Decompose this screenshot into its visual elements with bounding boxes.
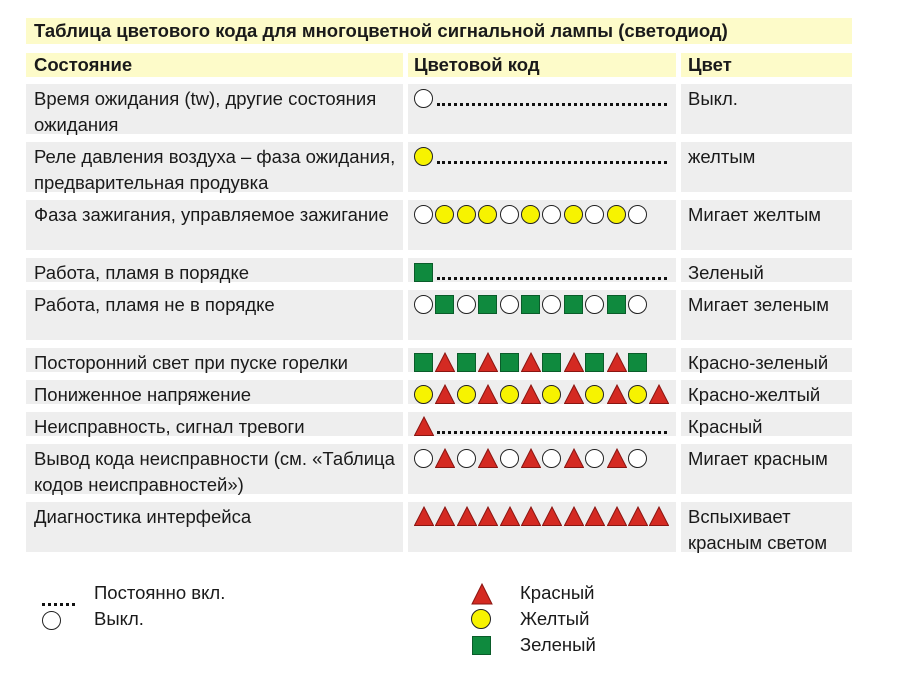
color-cell bbox=[681, 412, 852, 436]
state-text: Фаза зажигания, управляемое зажигание bbox=[34, 204, 389, 225]
green-square-icon bbox=[585, 353, 604, 372]
state-cell bbox=[26, 290, 403, 340]
code-cell bbox=[408, 348, 676, 372]
color-text: Мигает зеленым bbox=[688, 294, 829, 315]
red-triangle-icon bbox=[564, 352, 584, 372]
red-triangle-icon bbox=[585, 506, 605, 526]
off-circle-icon bbox=[457, 295, 476, 314]
off-circle-icon bbox=[500, 205, 519, 224]
legend-red-label: Красный bbox=[520, 582, 595, 603]
yellow-circle-icon bbox=[435, 205, 454, 224]
color-cell bbox=[681, 444, 852, 494]
state-text: Посторонний свет при пуске горелки bbox=[34, 352, 349, 373]
off-circle-icon bbox=[414, 449, 433, 468]
color-text: Красно-желтый bbox=[688, 384, 821, 405]
off-circle-icon bbox=[628, 295, 647, 314]
steady-on-dots bbox=[437, 148, 667, 164]
state-text: Работа, пламя не в порядке bbox=[34, 294, 275, 315]
color-text: Мигает красным bbox=[688, 448, 828, 469]
off-circle-icon bbox=[585, 295, 604, 314]
off-circle-icon bbox=[457, 449, 476, 468]
header-state: Состояние bbox=[26, 53, 403, 77]
red-triangle-icon bbox=[471, 583, 493, 605]
off-circle-icon bbox=[585, 449, 604, 468]
yellow-circle-icon bbox=[414, 385, 433, 404]
red-triangle-icon bbox=[649, 384, 669, 404]
red-triangle-icon bbox=[435, 448, 455, 468]
off-circle-icon bbox=[542, 449, 561, 468]
red-triangle-icon bbox=[500, 506, 520, 526]
red-triangle-icon bbox=[628, 506, 648, 526]
state-text: Реле давления воздуха – фаза ожидания, предварительная продувка bbox=[34, 146, 396, 193]
code-cell bbox=[408, 290, 676, 340]
state-cell bbox=[26, 412, 403, 436]
state-cell bbox=[26, 444, 403, 494]
state-cell bbox=[26, 200, 403, 250]
table-row bbox=[0, 84, 917, 134]
green-square-icon bbox=[500, 353, 519, 372]
red-triangle-icon bbox=[457, 506, 477, 526]
red-triangle-icon bbox=[521, 506, 541, 526]
yellow-circle-icon bbox=[542, 385, 561, 404]
code-cell bbox=[408, 200, 676, 250]
red-triangle-icon bbox=[521, 448, 541, 468]
red-triangle-icon bbox=[414, 416, 434, 436]
off-circle-icon bbox=[628, 449, 647, 468]
off-circle-icon bbox=[500, 449, 519, 468]
off-circle-icon bbox=[414, 205, 433, 224]
red-triangle-icon bbox=[607, 352, 627, 372]
table-title: Таблица цветового кода для многоцветной сигнальной лампы (светодиод) bbox=[26, 18, 852, 44]
yellow-circle-icon bbox=[478, 205, 497, 224]
green-square-icon bbox=[521, 295, 540, 314]
red-triangle-icon bbox=[564, 384, 584, 404]
state-cell bbox=[26, 84, 403, 134]
red-triangle-icon bbox=[521, 352, 541, 372]
red-triangle-icon bbox=[478, 448, 498, 468]
yellow-circle-icon bbox=[585, 385, 604, 404]
yellow-circle-icon bbox=[628, 385, 647, 404]
yellow-circle-icon bbox=[500, 385, 519, 404]
steady-on-dots bbox=[437, 264, 667, 280]
green-square-icon bbox=[628, 353, 647, 372]
table-row bbox=[0, 348, 917, 372]
off-circle-icon bbox=[628, 205, 647, 224]
color-cell bbox=[681, 84, 852, 134]
color-text: желтым bbox=[688, 146, 756, 167]
legend-steady-label: Постоянно вкл. bbox=[94, 582, 226, 603]
off-circle-icon bbox=[542, 205, 561, 224]
color-cell bbox=[681, 258, 852, 282]
color-cell bbox=[681, 290, 852, 340]
off-circle-icon bbox=[414, 89, 433, 108]
off-circle-icon bbox=[42, 611, 61, 630]
green-square-icon bbox=[472, 636, 491, 655]
green-square-icon bbox=[564, 295, 583, 314]
state-cell bbox=[26, 380, 403, 404]
red-triangle-icon bbox=[478, 384, 498, 404]
off-circle-icon bbox=[585, 205, 604, 224]
color-cell bbox=[681, 200, 852, 250]
color-text: Зеленый bbox=[688, 262, 764, 283]
state-text: Диагностика интерфейса bbox=[34, 506, 252, 527]
red-triangle-icon bbox=[521, 384, 541, 404]
color-cell bbox=[681, 348, 852, 372]
green-square-icon bbox=[435, 295, 454, 314]
red-triangle-icon bbox=[414, 506, 434, 526]
red-triangle-icon bbox=[478, 352, 498, 372]
yellow-circle-icon bbox=[457, 205, 476, 224]
color-text: Красный bbox=[688, 416, 763, 437]
state-cell bbox=[26, 348, 403, 372]
table-row bbox=[0, 258, 917, 282]
steady-on-dots bbox=[437, 418, 667, 434]
yellow-circle-icon bbox=[564, 205, 583, 224]
yellow-circle-icon bbox=[457, 385, 476, 404]
yellow-circle-icon bbox=[607, 205, 626, 224]
state-text: Вывод кода неисправности (см. «Таблица кодов неисправностей») bbox=[34, 448, 395, 495]
off-circle-icon bbox=[542, 295, 561, 314]
green-square-icon bbox=[457, 353, 476, 372]
green-square-icon bbox=[414, 353, 433, 372]
table-row bbox=[0, 412, 917, 436]
red-triangle-icon bbox=[649, 506, 669, 526]
red-triangle-icon bbox=[542, 506, 562, 526]
color-text: Вспыхивает красным светом bbox=[688, 506, 828, 553]
red-triangle-icon bbox=[435, 352, 455, 372]
steady-on-symbol bbox=[42, 592, 75, 606]
green-square-icon bbox=[542, 353, 561, 372]
off-circle-icon bbox=[500, 295, 519, 314]
color-cell bbox=[681, 502, 852, 552]
yellow-circle-icon bbox=[521, 205, 540, 224]
state-cell bbox=[26, 258, 403, 282]
state-cell bbox=[26, 142, 403, 192]
state-text: Пониженное напряжение bbox=[34, 384, 252, 405]
red-triangle-icon bbox=[435, 506, 455, 526]
color-cell bbox=[681, 142, 852, 192]
color-text: Мигает желтым bbox=[688, 204, 821, 225]
color-cell bbox=[681, 380, 852, 404]
green-square-icon bbox=[607, 295, 626, 314]
table-row bbox=[0, 444, 917, 494]
green-square-icon bbox=[478, 295, 497, 314]
red-triangle-icon bbox=[607, 506, 627, 526]
code-cell bbox=[408, 502, 676, 552]
red-triangle-icon bbox=[564, 448, 584, 468]
header-code: Цветовой код bbox=[408, 53, 676, 77]
code-cell bbox=[408, 258, 676, 282]
table-row bbox=[0, 380, 917, 404]
legend-green-label: Зеленый bbox=[520, 634, 596, 655]
red-triangle-icon bbox=[435, 384, 455, 404]
state-text: Время ожидания (tw), другие состояния ожидания bbox=[34, 88, 377, 135]
table-row bbox=[0, 290, 917, 340]
code-cell bbox=[408, 444, 676, 494]
code-cell bbox=[408, 380, 676, 404]
code-cell bbox=[408, 84, 676, 134]
off-circle-icon bbox=[414, 295, 433, 314]
green-square-icon bbox=[414, 263, 433, 282]
header-color: Цвет bbox=[681, 53, 852, 77]
color-text: Выкл. bbox=[688, 88, 738, 109]
red-triangle-icon bbox=[564, 506, 584, 526]
legend-off-label: Выкл. bbox=[94, 608, 144, 629]
state-text: Неисправность, сигнал тревоги bbox=[34, 416, 305, 437]
table-row bbox=[0, 200, 917, 250]
yellow-circle-icon bbox=[414, 147, 433, 166]
steady-on-dots bbox=[437, 90, 667, 106]
red-triangle-icon bbox=[478, 506, 498, 526]
code-cell bbox=[408, 142, 676, 192]
red-triangle-icon bbox=[607, 448, 627, 468]
table-row bbox=[0, 142, 917, 192]
state-text: Работа, пламя в порядке bbox=[34, 262, 250, 283]
color-text: Красно-зеленый bbox=[688, 352, 829, 373]
state-cell bbox=[26, 502, 403, 552]
yellow-circle-icon bbox=[471, 609, 491, 629]
table-row bbox=[0, 502, 917, 552]
red-triangle-icon bbox=[607, 384, 627, 404]
legend-yellow-label: Желтый bbox=[520, 608, 590, 629]
code-cell bbox=[408, 412, 676, 436]
